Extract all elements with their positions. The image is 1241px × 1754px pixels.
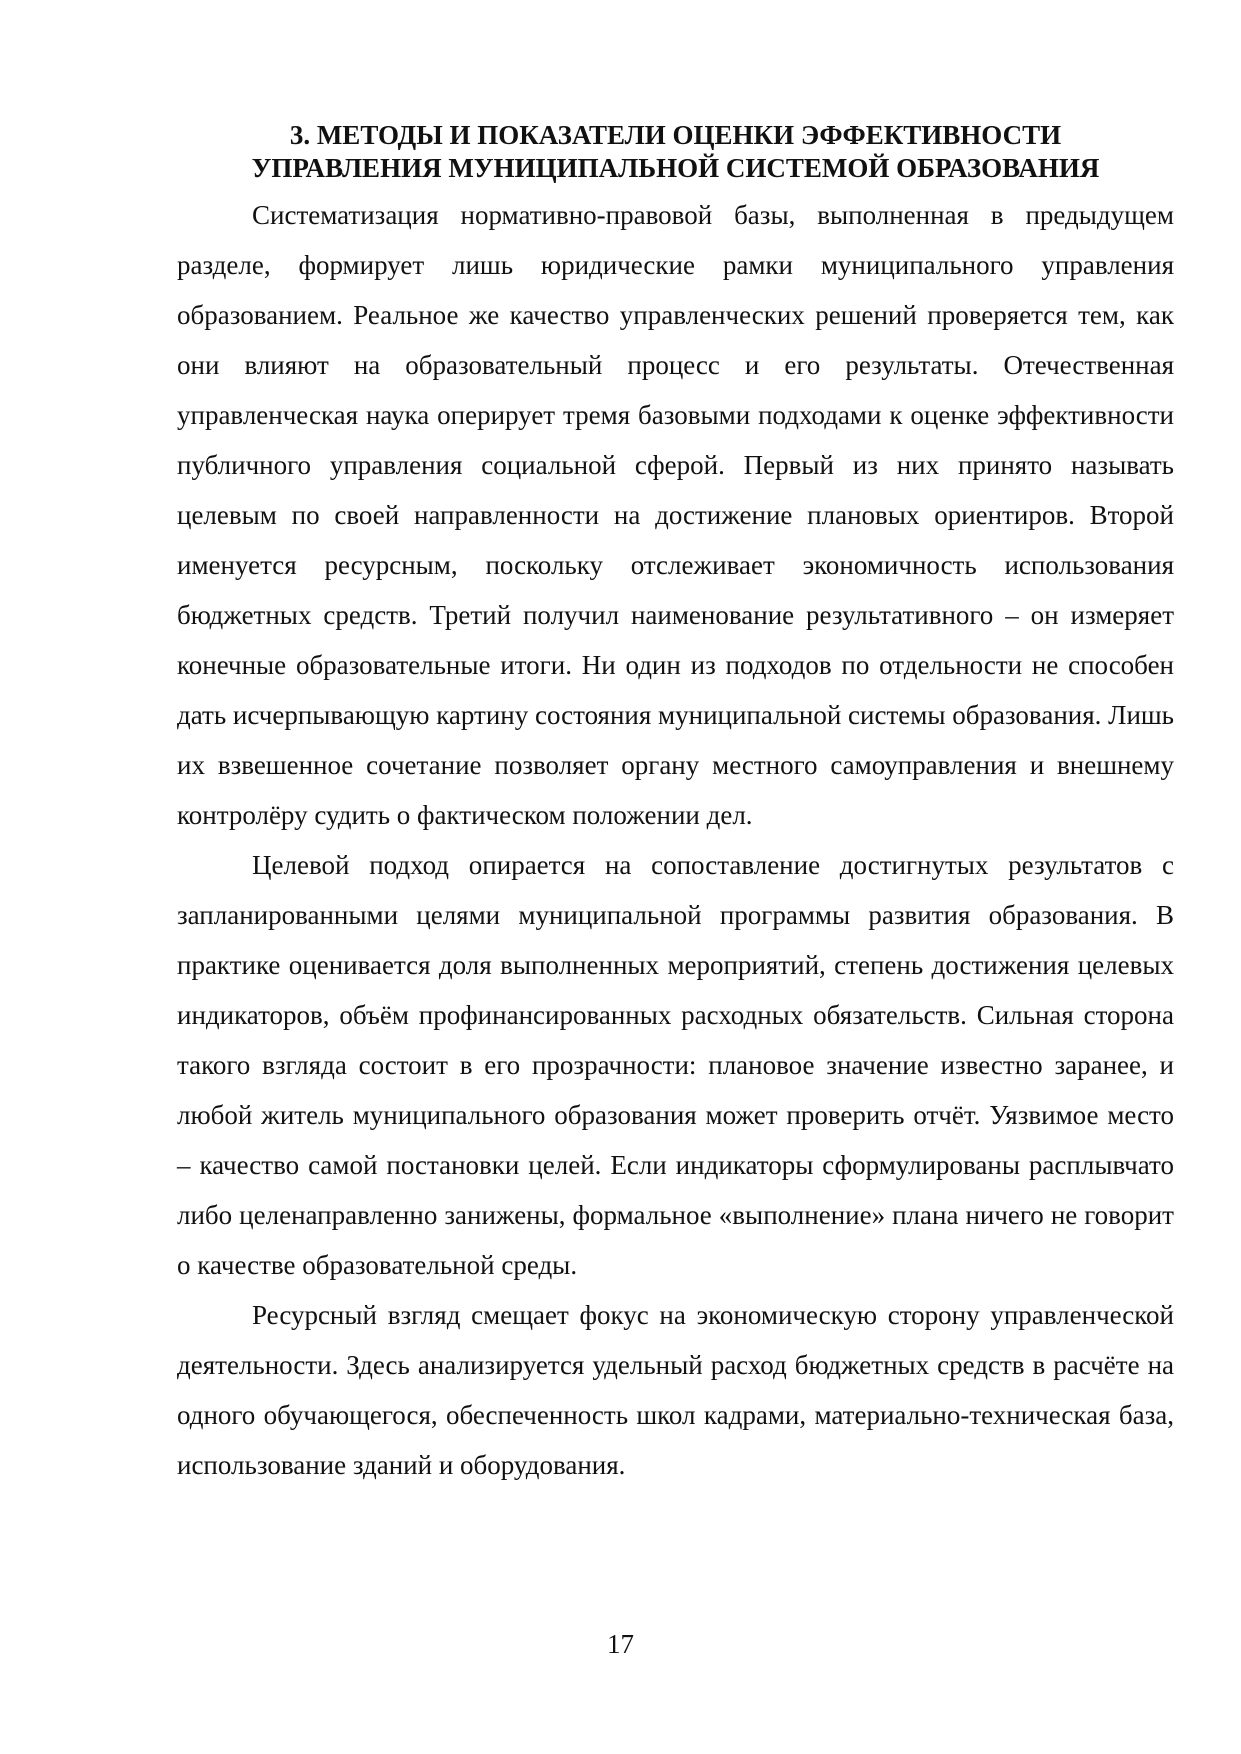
body-text (177, 190, 1174, 1490)
paragraph-1: Систематизация нормативно-правовой базы, выполненная в предыдущем разделе, формирует лишь юридические рамки муниципального управления образованием. Реальное же качество управленческих решений проверяется тем, как они влияют на образовательный процесс и его результаты. Отечественная управленческая наука оперирует тремя базовыми подходами к оценке эффективности публичного управления социальной сферой. Первый из них принято называть целевым по своей направленности на достижение плановых ориентиров. Второй именуется ресурсным, поскольку отслеживает экономичность использования бюджетных средств. Третий получил наименование результативного – он измеряет конечные образовательные итоги. Ни один из подходов по отдельности не способен дать исчерпывающую картину состояния муниципальной системы образования. Лишь их взвешенное сочетание позволяет органу местного самоуправления и внешнему контролёру судить о фактическом положении дел. (177, 200, 1174, 830)
paragraph-2: Целевой подход опирается на сопоставление достигнутых результатов с запланированными целями муниципальной программы развития образования. В практике оценивается доля выполненных мероприятий, степень достижения целевых индикаторов, объём профинансированных расходных обязательств. Сильная сторона такого взгляда состоит в его прозрачности: плановое значение известно заранее, и любой житель муниципального образования может проверить отчёт. Уязвимое место – качество самой постановки целей. Если индикаторы сформулированы расплывчато либо целенаправленно занижены, формальное «выполнение» плана ничего не говорит о качестве образовательной среды. (177, 850, 1174, 1280)
section-heading (177, 119, 1174, 185)
section-heading-line-2: УПРАВЛЕНИЯ МУНИЦИПАЛЬНОЙ СИСТЕМОЙ ОБРАЗОВАНИЯ (251, 153, 1100, 183)
section-heading-line-1: 3. МЕТОДЫ И ПОКАЗАТЕЛИ ОЦЕНКИ ЭФФЕКТИВНОСТИ (289, 120, 1062, 150)
paragraph-3: Ресурсный взгляд смещает фокус на экономическую сторону управленческой деятельности. Здесь анализируется удельный расход бюджетных средств в расчёте на одного обучающегося, обеспеченность школ кадрами, материально-техническая база, использование зданий и оборудования. (177, 1300, 1174, 1480)
page-number: 17 (607, 1629, 634, 1659)
